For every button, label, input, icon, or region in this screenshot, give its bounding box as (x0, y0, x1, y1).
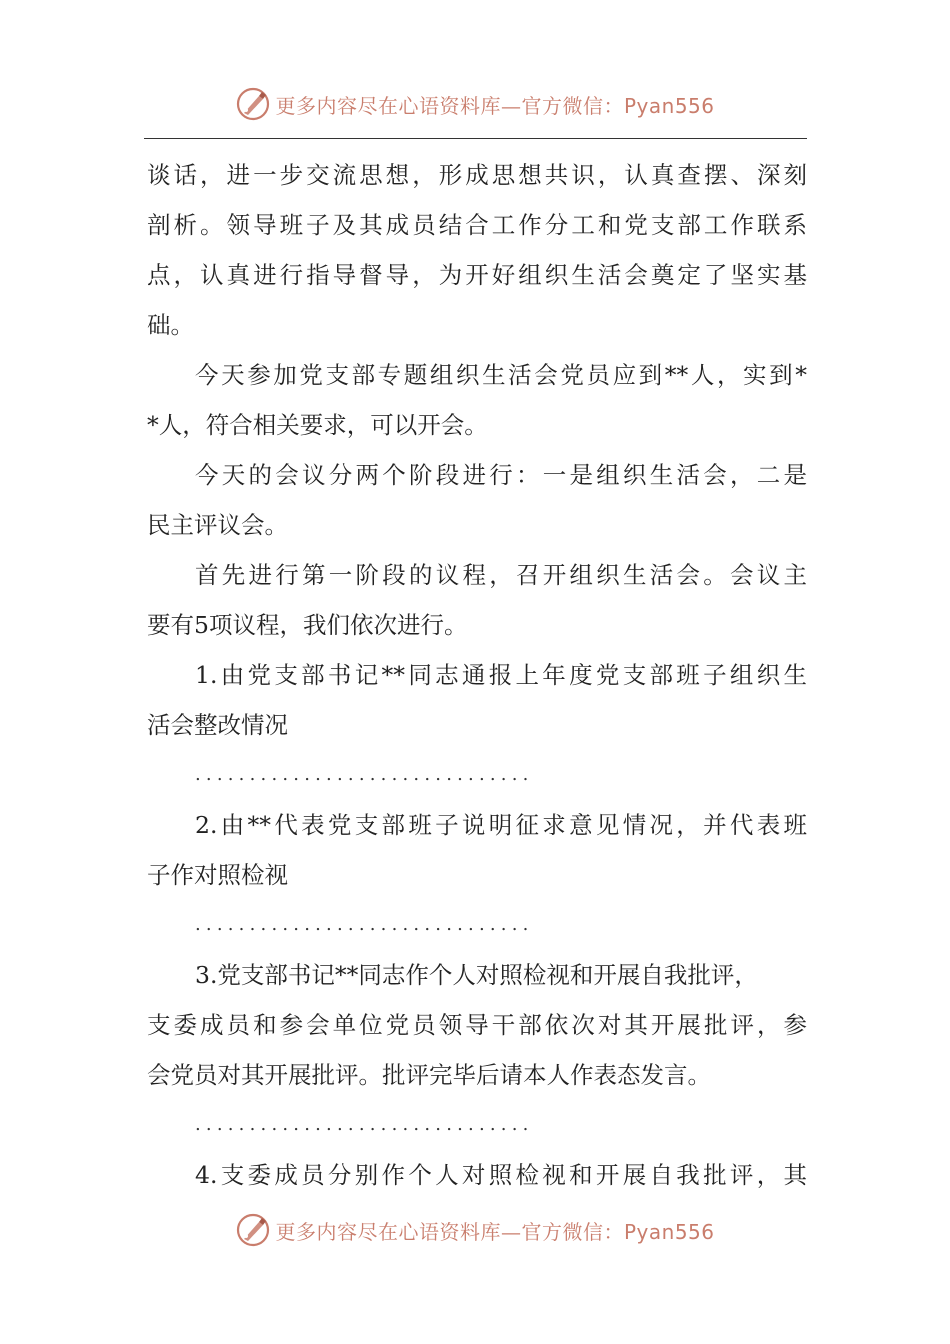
pen-logo-icon (235, 1212, 271, 1248)
text-line: 民主评议会。 (147, 511, 288, 539)
text-line: 支委成员和参会单位党员领导干部依次对其开展批评，参 (147, 1011, 807, 1039)
agenda-item-4: 4.支委成员分别作个人对照检视和开展自我批评，其 (195, 1161, 807, 1189)
text-line: 首先进行第一阶段的议程，召开组织生活会。会议主 (195, 561, 807, 589)
ellipsis-placeholder: ............................... (195, 764, 534, 785)
text-line: 剖析。领导班子及其成员结合工作分工和党支部工作联系 (147, 211, 807, 239)
text-line: 今天的会议分两个阶段进行：一是组织生活会，二是 (195, 461, 807, 489)
watermark-header (0, 82, 950, 126)
pen-logo-icon (235, 86, 271, 122)
text-line: 活会整改情况 (147, 711, 288, 739)
text-line: 子作对照检视 (147, 861, 288, 889)
text-line: *人，符合相关要求，可以开会。 (147, 411, 488, 439)
text-line: 今天参加党支部专题组织生活会党员应到**人，实到* (195, 361, 807, 389)
text-line: 会党员对其开展批评。批评完毕后请本人作表态发言。 (147, 1061, 711, 1089)
agenda-item-3: 3.党支部书记**同志作个人对照检视和开展自我批评， (195, 961, 758, 989)
document-body (147, 150, 807, 1200)
watermark-text: 更多内容尽在心语资料库—官方微信：Pyan556 (275, 1219, 715, 1244)
text-line: 点，认真进行指导督导，为开好组织生活会奠定了坚实基 (147, 261, 807, 289)
watermark-footer (0, 1208, 950, 1252)
header-divider (144, 138, 807, 139)
ellipsis-placeholder: ............................... (195, 914, 534, 935)
text-line: 础。 (147, 311, 194, 339)
watermark-text: 更多内容尽在心语资料库—官方微信：Pyan556 (275, 93, 715, 118)
text-line: 要有5项议程，我们依次进行。 (147, 611, 468, 639)
agenda-item-2: 2.由**代表党支部班子说明征求意见情况，并代表班 (195, 811, 807, 839)
text-line: 谈话，进一步交流思想，形成思想共识，认真查摆、深刻 (147, 161, 807, 189)
ellipsis-placeholder: ............................... (195, 1114, 534, 1135)
agenda-item-1: 1.由党支部书记**同志通报上年度党支部班子组织生 (195, 661, 807, 689)
